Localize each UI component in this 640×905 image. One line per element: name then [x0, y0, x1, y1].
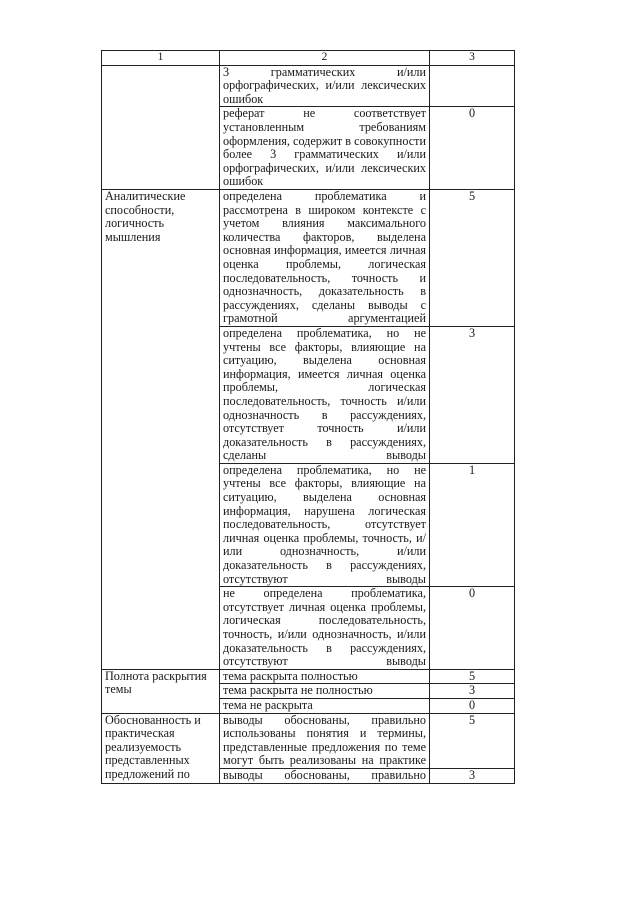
- header-col-1: 1: [102, 51, 220, 66]
- table-row: [102, 65, 515, 107]
- criterion-label: Аналитические способности, логичность мышления: [105, 188, 186, 244]
- description-cell: определена проблематика и рассмотрена в широком контексте с учетом влияния максимального количества факторов, выделена основная информация, имеется личная оценка проблемы, логическая последовательность, точность и однозначность, доказательность в рассуждениях, сделаны выводы с грамотной аргументацией: [220, 189, 430, 326]
- description-cell: тема раскрыта не полностью: [220, 684, 430, 699]
- score-cell: 0: [430, 698, 515, 713]
- description-cell: 3 грамматических и/или орфографических, и/или лексических ошибок: [220, 65, 430, 107]
- criterion-label: Полнота раскрытия темы: [105, 668, 207, 697]
- table-row: [102, 669, 515, 684]
- score-cell: 3: [430, 326, 515, 463]
- assessment-criteria-page: [101, 50, 515, 784]
- score-cell: 1: [430, 463, 515, 586]
- score-cell: [430, 65, 515, 107]
- score-cell: 5: [430, 713, 515, 768]
- description-cell: выводы обоснованы, правильно использованы понятия и термины, представленные предложения по теме могут быть реализованы на практике: [220, 713, 430, 768]
- criterion-cell: [102, 189, 220, 669]
- score-cell: 5: [430, 669, 515, 684]
- description-cell: определена проблематика, но не учтены все факторы, влияющие на ситуацию, выделена основная информация, имеется личная оценка проблемы, логическая последовательность, точность и/или однозначность в рассуждениях, отсутствует точность и/или доказательность в рассуждениях, сделаны выводы: [220, 326, 430, 463]
- description-cell: выводы обоснованы, правильно: [220, 768, 430, 783]
- header-col-3: 3: [430, 51, 515, 66]
- description-cell: тема раскрыта полностью: [220, 669, 430, 684]
- description-cell: реферат не соответствует установленным требованиям оформления, содержит в совокупности более 3 грамматических и/или орфографических, и/или лексических ошибок: [220, 107, 430, 190]
- criterion-label: Обоснованность и практическая реализуемость представленных предложений по: [105, 712, 201, 781]
- criteria-table: [101, 50, 515, 784]
- criterion-cell-empty: [102, 65, 220, 189]
- table-header-row: [102, 51, 515, 66]
- description-cell: определена проблематика, но не учтены все факторы, влияющие на ситуацию, выделена основная информация, нарушена логическая последовательность, отсутствует личная оценка проблемы, точность, и/или однозначность, и/или доказательность в рассуждениях, отсутствуют выводы: [220, 463, 430, 586]
- score-cell: 3: [430, 768, 515, 783]
- criterion-cell: [102, 713, 220, 783]
- score-cell: 0: [430, 587, 515, 670]
- score-cell: 3: [430, 684, 515, 699]
- table-row: [102, 713, 515, 768]
- description-cell: тема не раскрыта: [220, 698, 430, 713]
- description-cell: не определена проблематика, отсутствует личная оценка проблемы, логическая последовательность, точность, и/или однозначность, и/или доказательность в рассуждениях, отсутствуют выводы: [220, 587, 430, 670]
- table-row: [102, 189, 515, 326]
- header-col-2: 2: [220, 51, 430, 66]
- criterion-cell: [102, 669, 220, 713]
- score-cell: 0: [430, 107, 515, 190]
- score-cell: 5: [430, 189, 515, 326]
